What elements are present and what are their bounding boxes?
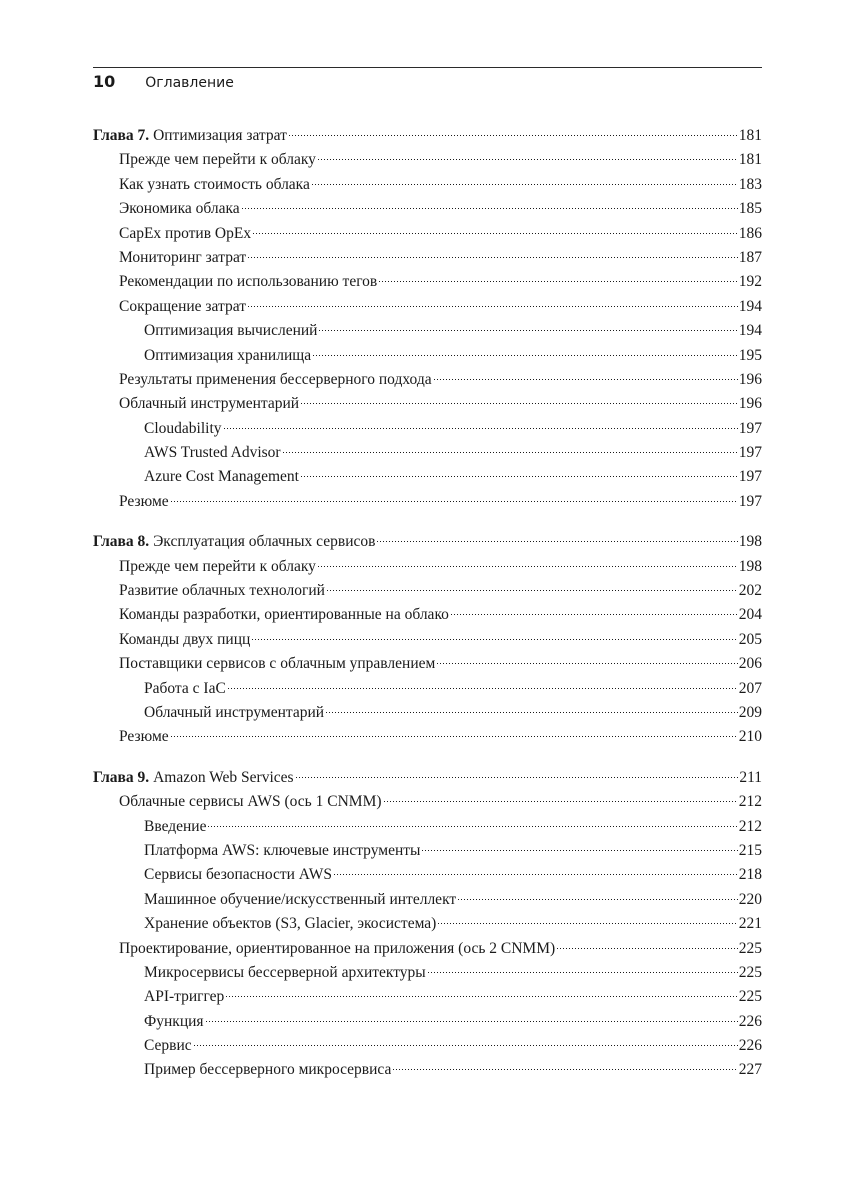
entry-page-number: 225 <box>738 939 762 957</box>
toc-entry-line[interactable] <box>93 270 762 294</box>
entry-page-number: 196 <box>738 370 762 388</box>
entry-title: CapEx против OpEx <box>119 224 252 242</box>
running-head-title: Оглавление <box>145 75 234 91</box>
entry-title: Команды разработки, ориентированные на облако <box>119 606 449 624</box>
dot-leader <box>376 541 737 542</box>
dot-leader <box>252 233 738 234</box>
toc-entry-line[interactable] <box>93 1058 762 1082</box>
entry-page-number: 215 <box>738 841 762 859</box>
dot-leader <box>247 257 738 258</box>
dot-leader <box>317 159 738 160</box>
toc-chapter-line[interactable] <box>93 124 762 148</box>
toc-entry-line[interactable] <box>93 555 762 579</box>
entry-title: Команды двух пицц <box>119 630 251 648</box>
dot-leader <box>282 452 738 453</box>
entry-page-number: 206 <box>738 655 762 673</box>
chapter-title: Amazon Web Services <box>153 768 294 786</box>
entry-title: Облачные сервисы AWS (ось 1 CNMM) <box>119 793 382 811</box>
toc-entry-line[interactable] <box>93 985 762 1009</box>
entry-title: Проектирование, ориентированное на приложения (ось 2 CNMM) <box>119 939 556 957</box>
chapter-group <box>93 530 762 750</box>
toc-entry-line[interactable] <box>93 246 762 270</box>
entry-title: Оптимизация вычислений <box>144 322 318 340</box>
toc-entry-line[interactable] <box>93 465 762 489</box>
dot-leader <box>227 688 738 689</box>
entry-page-number: 220 <box>738 890 762 908</box>
entry-page-number: 195 <box>738 346 762 364</box>
chapter-title: Эксплуатация облачных сервисов <box>153 533 376 551</box>
chapter-page-number: 211 <box>739 768 762 786</box>
toc-entry-line[interactable] <box>93 677 762 701</box>
chapter-heading <box>93 530 375 554</box>
dot-leader <box>170 501 738 502</box>
entry-page-number: 194 <box>738 297 762 315</box>
toc-entry-line[interactable] <box>93 628 762 652</box>
dot-leader <box>450 614 738 615</box>
entry-page-number: 207 <box>738 679 762 697</box>
toc-entry-line[interactable] <box>93 815 762 839</box>
dot-leader <box>205 1021 738 1022</box>
entry-title: Развитие облачных технологий <box>119 582 325 600</box>
entry-page-number: 202 <box>738 582 762 600</box>
entry-page-number: 225 <box>738 988 762 1006</box>
entry-page-number: 225 <box>738 963 762 981</box>
toc-entry-line[interactable] <box>93 173 762 197</box>
dot-leader <box>207 826 737 827</box>
toc-entry-line[interactable] <box>93 1034 762 1058</box>
entry-title: Сервис <box>144 1037 192 1055</box>
dot-leader <box>295 777 739 778</box>
toc-entry-line[interactable] <box>93 1010 762 1034</box>
toc-entry-line[interactable] <box>93 888 762 912</box>
toc-entry-line[interactable] <box>93 197 762 221</box>
dot-leader <box>225 996 737 997</box>
entry-title: Резюме <box>119 492 169 510</box>
dot-leader <box>436 663 737 664</box>
dot-leader <box>556 948 738 949</box>
chapter-label: Глава 9. <box>93 768 150 786</box>
dot-leader <box>317 566 738 567</box>
entry-title: Облачный инструментарий <box>144 703 325 721</box>
dot-leader <box>300 476 738 477</box>
entry-title: Сокращение затрат <box>119 297 246 315</box>
entry-title: Прежде чем перейти к облаку <box>119 557 316 575</box>
toc-entry-line[interactable] <box>93 441 762 465</box>
toc-entry-line[interactable] <box>93 937 762 961</box>
page-number: 10 <box>93 72 116 91</box>
dot-leader <box>170 736 738 737</box>
dot-leader <box>193 1045 738 1046</box>
entry-title: Мониторинг затрат <box>119 248 247 266</box>
entry-page-number: 226 <box>738 1037 762 1055</box>
entry-page-number: 218 <box>738 866 762 884</box>
dot-leader <box>457 899 738 900</box>
entry-page-number: 194 <box>738 322 762 340</box>
toc-entry-line[interactable] <box>93 863 762 887</box>
entry-title: Облачный инструментарий <box>119 395 300 413</box>
entry-page-number: 221 <box>738 915 762 933</box>
toc-entry-line[interactable] <box>93 490 762 514</box>
header-rule <box>93 67 762 68</box>
entry-page-number: 212 <box>738 793 762 811</box>
entry-page-number: 198 <box>738 557 762 575</box>
entry-title: Поставщики сервисов с облачным управлением <box>119 655 436 673</box>
entry-title: Как узнать стоимость облака <box>119 175 310 193</box>
dot-leader <box>241 208 738 209</box>
toc-chapter-line[interactable] <box>93 530 762 554</box>
entry-title: Пример бессерверного микросервиса <box>144 1061 392 1079</box>
entry-page-number: 192 <box>738 273 762 291</box>
entry-title: Экономика облака <box>119 200 240 218</box>
chapter-group <box>93 766 762 1083</box>
entry-page-number: 197 <box>738 444 762 462</box>
toc-entry-line[interactable] <box>93 417 762 441</box>
entry-page-number: 226 <box>738 1012 762 1030</box>
dot-leader <box>312 355 738 356</box>
toc-entry-line[interactable] <box>93 295 762 319</box>
entry-page-number: 212 <box>738 817 762 835</box>
entry-page-number: 185 <box>738 200 762 218</box>
dot-leader <box>378 281 737 282</box>
entry-title: Хранение объектов (S3, Glacier, экосистема) <box>144 915 437 933</box>
chapter-label: Глава 7. <box>93 127 150 144</box>
dot-leader <box>325 712 738 713</box>
chapter-heading <box>93 124 287 148</box>
entry-title: Функция <box>144 1012 204 1030</box>
chapter-group <box>93 124 762 514</box>
chapter-title: Оптимизация затрат <box>153 127 287 144</box>
chapter-label: Глава 8. <box>93 533 150 551</box>
toc-entry-line[interactable] <box>93 603 762 627</box>
dot-leader <box>421 850 737 851</box>
entry-page-number: 227 <box>738 1061 762 1079</box>
entry-title: Сервисы безопасности AWS <box>144 866 332 884</box>
entry-page-number: 205 <box>738 630 762 648</box>
entry-page-number: 204 <box>738 606 762 624</box>
toc-entry-line[interactable] <box>93 222 762 246</box>
toc-entry-line[interactable] <box>93 148 762 172</box>
dot-leader <box>427 972 738 973</box>
entry-page-number: 186 <box>738 224 762 242</box>
dot-leader <box>288 135 738 136</box>
dot-leader <box>326 590 738 591</box>
toc-entry-line[interactable] <box>93 912 762 936</box>
entry-page-number: 210 <box>738 728 762 746</box>
toc-chapter-line[interactable] <box>93 766 762 790</box>
entry-title: Микросервисы бессерверной архитектуры <box>144 963 426 981</box>
entry-page-number: 183 <box>738 175 762 193</box>
dot-leader <box>300 403 738 404</box>
toc-entry-line[interactable] <box>93 319 762 343</box>
entry-title: Azure Cost Management <box>144 468 299 486</box>
entry-title: Резюме <box>119 728 169 746</box>
toc-entry-line[interactable] <box>93 790 762 814</box>
chapter-page-number: 198 <box>738 533 762 551</box>
entry-page-number: 197 <box>738 468 762 486</box>
entry-title: Оптимизация хранилища <box>144 346 312 364</box>
entry-title: Работа с IaC <box>144 679 226 697</box>
dot-leader <box>223 428 738 429</box>
toc-entry-line[interactable] <box>93 961 762 985</box>
dot-leader <box>383 801 738 802</box>
chapter-page-number: 181 <box>738 127 762 144</box>
entry-title: Машинное обучение/искусственный интеллект <box>144 890 457 908</box>
entry-title: API-триггер <box>144 988 225 1006</box>
entry-page-number: 181 <box>738 151 762 169</box>
entry-page-number: 196 <box>738 395 762 413</box>
dot-leader <box>433 379 738 380</box>
entry-title: Результаты применения бессерверного подхода <box>119 370 432 388</box>
toc-entry-line[interactable] <box>93 701 762 725</box>
chapter-heading <box>93 766 294 790</box>
toc-entry-line[interactable] <box>93 344 762 368</box>
running-head <box>93 72 234 94</box>
table-of-contents <box>93 124 762 1083</box>
toc-entry-line[interactable] <box>93 839 762 863</box>
dot-leader <box>311 184 738 185</box>
dot-leader <box>251 639 737 640</box>
entry-title: AWS Trusted Advisor <box>144 444 281 462</box>
entry-title: Рекомендации по использованию тегов <box>119 273 378 291</box>
entry-title: Платформа AWS: ключевые инструменты <box>144 841 421 859</box>
dot-leader <box>437 923 737 924</box>
dot-leader <box>247 306 738 307</box>
toc-entry-line[interactable] <box>93 579 762 603</box>
entry-title: Введение <box>144 817 207 835</box>
entry-title: Cloudability <box>144 419 222 437</box>
entry-page-number: 197 <box>738 419 762 437</box>
entry-page-number: 209 <box>738 703 762 721</box>
entry-page-number: 187 <box>738 248 762 266</box>
toc-entry-line[interactable] <box>93 725 762 749</box>
toc-entry-line[interactable] <box>93 652 762 676</box>
toc-entry-line[interactable] <box>93 368 762 392</box>
entry-title: Прежде чем перейти к облаку <box>119 151 316 169</box>
dot-leader <box>318 330 737 331</box>
dot-leader <box>392 1069 737 1070</box>
dot-leader <box>333 874 738 875</box>
toc-entry-line[interactable] <box>93 392 762 416</box>
entry-page-number: 197 <box>738 492 762 510</box>
